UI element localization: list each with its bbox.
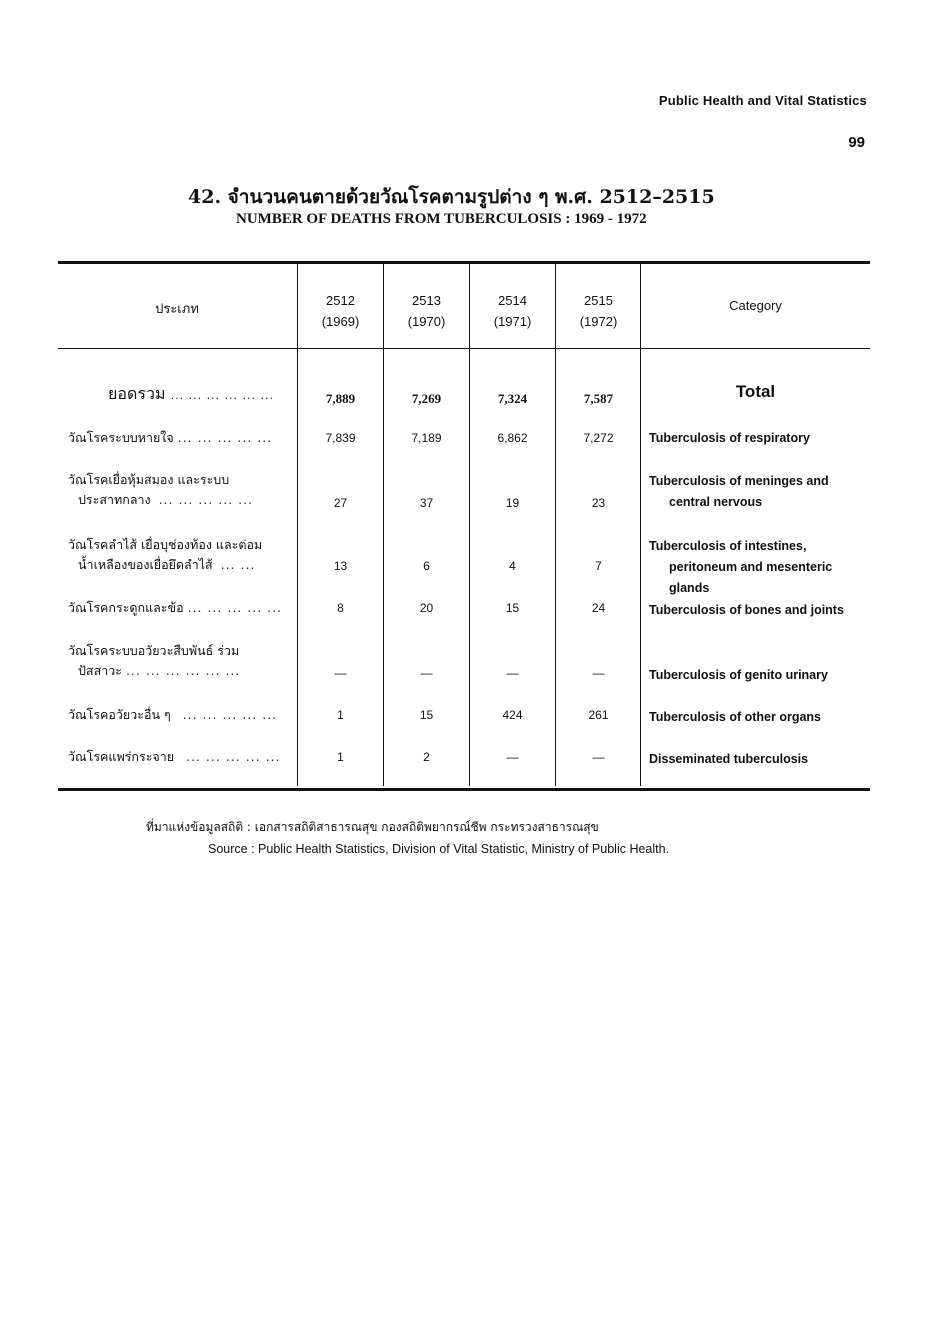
table-cell: 1 xyxy=(337,750,344,764)
source-note-thai: ที่มาแห่งข้อมูลสถิติ : เอกสารสถิติสาธารณสุข กองสถิติพยากรณ์ชีพ กระทรวงสาธารณสุข xyxy=(146,820,599,834)
table-cell: 4 xyxy=(509,559,516,573)
leader-dots: ... ... xyxy=(220,557,256,572)
leader-dots: ... ... ... ... ... xyxy=(158,492,254,507)
total-label-thai: ยอดรวม ... ... ... ... ... ... xyxy=(108,384,275,403)
table-cell: 23 xyxy=(591,496,606,510)
row-label-english: Tuberculosis of respiratory xyxy=(649,431,810,445)
table-cell: 24 xyxy=(591,601,606,615)
column-header-type: ประเภท xyxy=(155,302,199,317)
table-cell: — xyxy=(506,750,519,764)
row-label-thai: วัณโรคระบบอวัยวะสืบพันธ์ ร่วม ปัสสาวะ ... ... ... ... ... ... xyxy=(68,643,241,678)
row-label-english: Tuberculosis of other organs xyxy=(649,710,822,724)
running-head: Public Health and Vital Statistics xyxy=(658,93,867,108)
table-cell: 2 xyxy=(423,750,430,764)
column-header-category: Category xyxy=(729,298,782,313)
row-label-thai: วัณโรคแพร่กระจาย ... ... ... ... ... xyxy=(68,749,281,764)
table-header-rule xyxy=(58,348,870,349)
year-ce: (1971) xyxy=(493,314,532,329)
table-cell: — xyxy=(334,666,347,680)
table-cell: 424 xyxy=(502,708,523,722)
table-cell: — xyxy=(592,750,605,764)
table-cell: 13 xyxy=(333,559,348,573)
table-cell: — xyxy=(506,666,519,680)
table-cell: 7 xyxy=(595,559,602,573)
table-cell: 7,839 xyxy=(325,431,356,445)
year-be: 2512 xyxy=(326,293,355,308)
year-ce: (1970) xyxy=(407,314,446,329)
source-note-english: Source : Public Health Statistics, Division of Vital Statistic, Ministry of Public Health. xyxy=(208,842,670,856)
year-be: 2515 xyxy=(584,293,613,308)
table-cell: 15 xyxy=(505,601,520,615)
row-label-english: Disseminated tuberculosis xyxy=(649,752,809,766)
table-cell: 20 xyxy=(419,601,434,615)
table-cell: 15 xyxy=(419,708,434,722)
row-label-english: Tuberculosis of bones and joints xyxy=(649,603,844,617)
leader-dots: ... ... ... ... ... xyxy=(187,600,283,615)
table-cell: 7,587 xyxy=(583,391,614,406)
table-cell: 7,272 xyxy=(583,431,614,445)
table-cell: 1 xyxy=(337,708,344,722)
table-cell: 6 xyxy=(423,559,430,573)
leader-dots: ... ... ... ... ... ... xyxy=(125,663,241,678)
year-ce: (1972) xyxy=(579,314,618,329)
total-label-english: Total xyxy=(735,382,776,401)
table-cell: 37 xyxy=(419,496,434,510)
table-cell: 19 xyxy=(505,496,520,510)
table-title-thai: 42. จำนวนคนตายด้วยวัณโรคตามรูปต่าง ๆ พ.ศ. 2512–2515 xyxy=(188,186,715,208)
table-cell: 6,862 xyxy=(497,431,528,445)
leader-dots: ... ... ... ... ... ... xyxy=(170,389,275,402)
page-number: 99 xyxy=(848,134,865,151)
row-label-english: Tuberculosis of genito urinary xyxy=(649,668,828,682)
table-cell: 7,324 xyxy=(497,391,528,406)
row-label-thai: วัณโรคระบบหายใจ ... ... ... ... ... xyxy=(68,430,273,445)
row-label-thai: วัณโรคเยื่อหุ้มสมอง และระบบ ประสาทกลาง ... ... ... ... ... xyxy=(68,472,254,507)
table-title-english: NUMBER OF DEATHS FROM TUBERCULOSIS : 1969 - 1972 xyxy=(236,211,647,227)
table-cell: 7,889 xyxy=(325,391,356,406)
year-ce: (1969) xyxy=(321,314,360,329)
column-header-year xyxy=(298,290,383,332)
row-label-thai: วัณโรคกระดูกและข้อ ... ... ... ... ... xyxy=(68,600,283,615)
table-cell: — xyxy=(420,666,433,680)
table-cell: 261 xyxy=(588,708,609,722)
table-cell: 7,269 xyxy=(411,391,442,406)
table-cell: 27 xyxy=(333,496,348,510)
table-cell: 8 xyxy=(337,601,344,615)
table-top-rule xyxy=(58,261,870,264)
leader-dots: ... ... ... ... ... xyxy=(177,430,273,445)
table-cell: 7,189 xyxy=(411,431,442,445)
column-header-year xyxy=(556,290,641,332)
row-label-english: Tuberculosis of intestines, peritoneum and mesenteric glands xyxy=(649,539,833,595)
column-header-year xyxy=(470,290,555,332)
row-label-english: Tuberculosis of meninges and central nervous xyxy=(649,474,829,509)
row-label-thai: วัณโรคลำไส้ เยื่อบุช่องท้อง และต่อม น้ำเหลืองของเยื่อยึดลำไส้ ... ... xyxy=(68,537,263,572)
table-bottom-rule xyxy=(58,788,870,791)
year-be: 2514 xyxy=(498,293,527,308)
leader-dots: ... ... ... ... ... xyxy=(182,707,278,722)
column-header-year xyxy=(384,290,469,332)
leader-dots: ... ... ... ... ... xyxy=(186,749,281,764)
year-be: 2513 xyxy=(412,293,441,308)
row-label-thai: วัณโรคอวัยวะอื่น ๆ ... ... ... ... ... xyxy=(68,707,278,722)
table-cell: — xyxy=(592,666,605,680)
